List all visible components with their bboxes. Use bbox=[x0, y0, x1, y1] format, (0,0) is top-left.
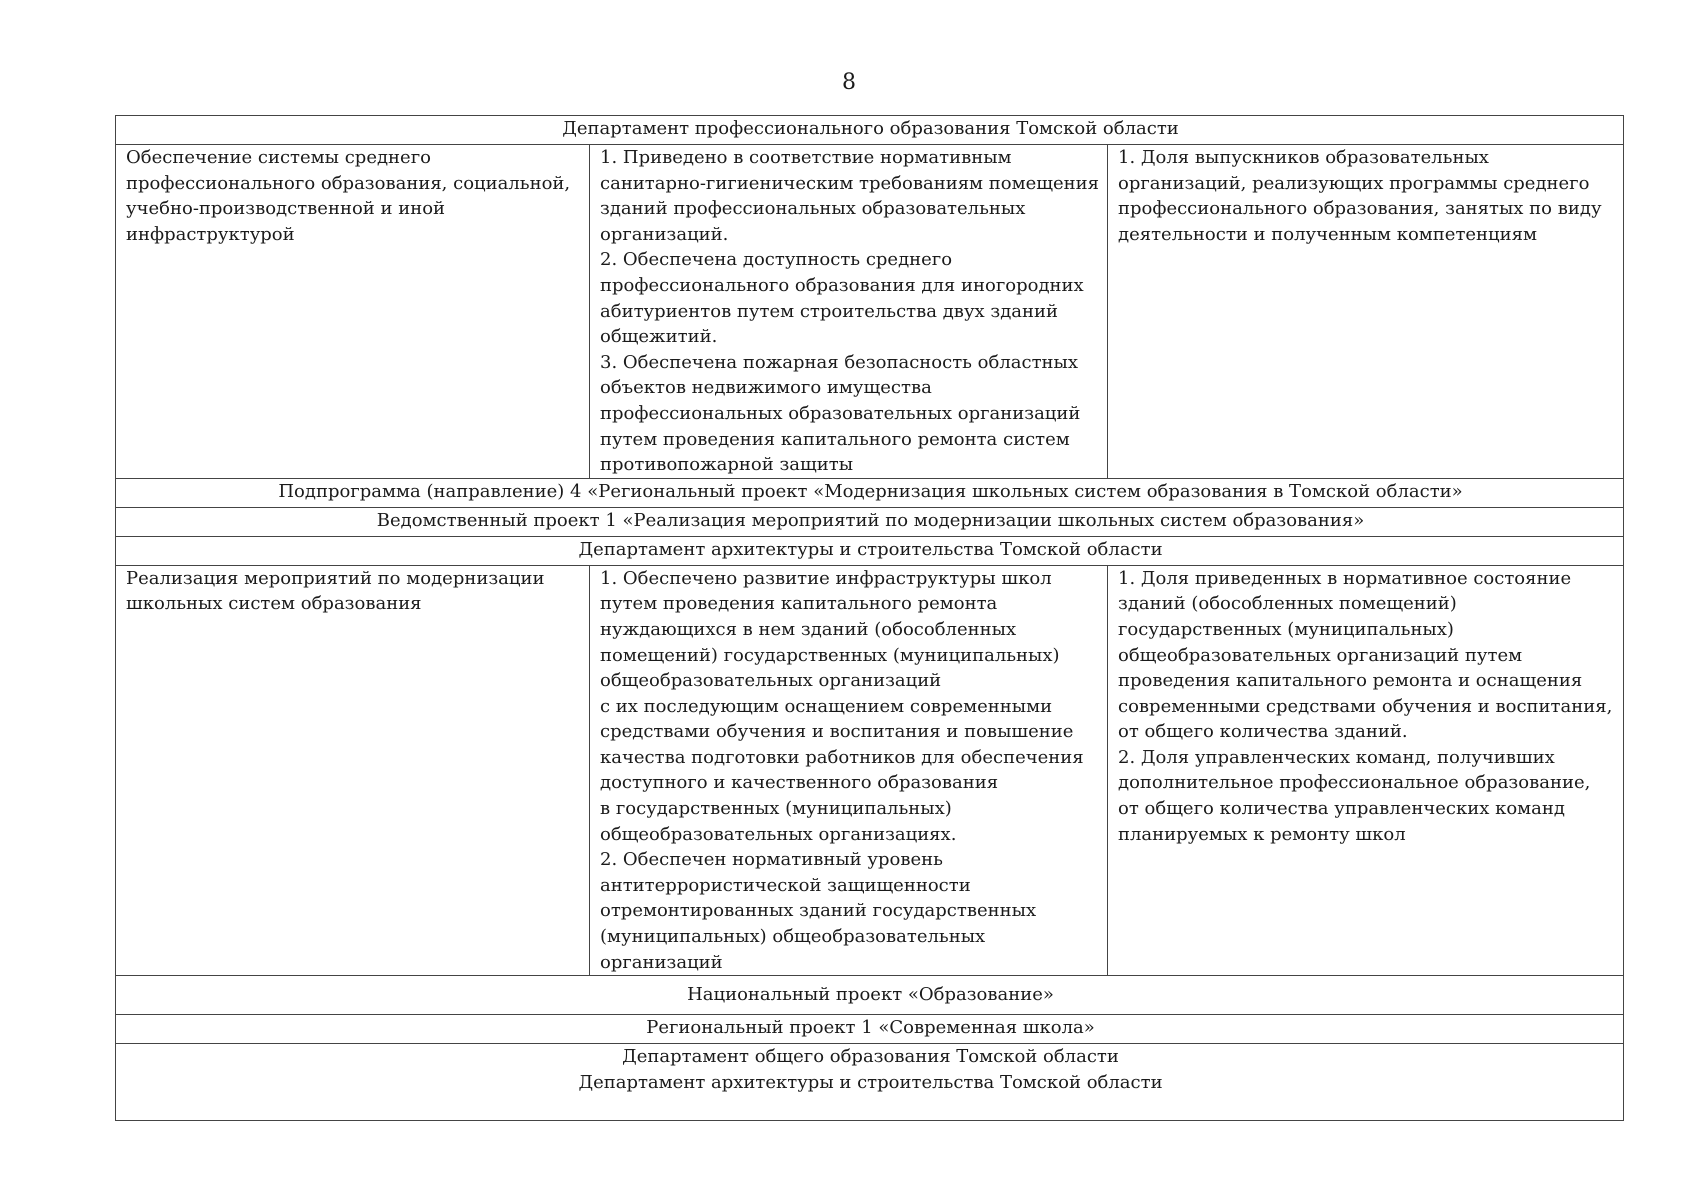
section2-header: Департамент архитектуры и строительства Томской области bbox=[116, 536, 1624, 565]
section1-header: Департамент профессионального образования Томской области bbox=[116, 116, 1624, 145]
table-row bbox=[116, 536, 1624, 565]
table-row bbox=[116, 507, 1624, 536]
regional-project-title: Региональный проект 1 «Современная школа» bbox=[116, 1015, 1624, 1044]
section2-task-cell bbox=[116, 565, 590, 976]
section2-indicator-2: 2. Доля управленческих команд, получивших дополнительное профессиональное образование, от общего количества управленческих команд планируемых к ремонту школ bbox=[1118, 746, 1591, 845]
section2-indicator-1: 1. Доля приведенных в нормативное состояние зданий (обособленных помещений) государственных (муниципальных) общеобразовательных организаций путем проведения капитального ремонта и оснащения современными средствами обучения и воспитания, от общего количества зданий. bbox=[1118, 567, 1613, 743]
table-row bbox=[116, 976, 1624, 1015]
table-row bbox=[116, 1044, 1624, 1121]
departmental-project-title: Ведомственный проект 1 «Реализация мероприятий по модернизации школьных систем образования» bbox=[116, 507, 1624, 536]
section1-indicators-cell bbox=[1108, 145, 1624, 479]
section1-task: Обеспечение системы среднего профессионального образования, социальной, учебно-производственной и иной инфраструктурой bbox=[126, 147, 571, 245]
section1-result-3: 3. Обеспечена пожарная безопасность областных объектов недвижимого имущества профессиональных образовательных организаций путем проведения капитального ремонта систем противопожарной защиты bbox=[600, 351, 1081, 476]
section1-indicator-1: 1. Доля выпускников образовательных организаций, реализующих программы среднего профессионального образования, занятых по виду деятельности и полученным компетенциям bbox=[1118, 147, 1602, 245]
section2-task: Реализация мероприятий по модернизации школьных систем образования bbox=[126, 567, 545, 615]
section2-indicators-cell bbox=[1108, 565, 1624, 976]
section2-results-cell bbox=[590, 565, 1108, 976]
table-row bbox=[116, 145, 1624, 479]
page-number: 8 bbox=[842, 70, 856, 95]
subprogram-title: Подпрограмма (направление) 4 «Региональный проект «Модернизация школьных систем образования в Томской области» bbox=[116, 478, 1624, 507]
table-row bbox=[116, 565, 1624, 976]
section1-task-cell bbox=[116, 145, 590, 479]
table-row bbox=[116, 1015, 1624, 1044]
section2-result-1-cont: с их последующим оснащением современными средствами обучения и воспитания и повышение качества подготовки работников для обеспечения доступного и качественного образования bbox=[600, 695, 1084, 794]
table-row bbox=[116, 478, 1624, 507]
national-project-title: Национальный проект «Образование» bbox=[116, 976, 1624, 1015]
final-departments-cell bbox=[116, 1044, 1624, 1121]
final-department-1: Департамент общего образования Томской области bbox=[622, 1046, 1119, 1068]
section1-results-cell bbox=[590, 145, 1108, 479]
section2-result-1-end: в государственных (муниципальных) общеобразовательных организациях. bbox=[600, 798, 957, 845]
section1-result-2: 2. Обеспечена доступность среднего профессионального образования для иногородних абитуриентов путем строительства двух зданий общежитий. bbox=[600, 249, 1084, 348]
final-department-2: Департамент архитектуры и строительства Томской области bbox=[578, 1071, 1163, 1093]
program-table bbox=[115, 115, 1624, 1121]
section1-result-1: 1. Приведено в соответствие нормативным санитарно-гигиеническим требованиям помещения зданий профессиональных образовательных организаций. bbox=[600, 147, 1100, 245]
section2-result-2: 2. Обеспечен нормативный уровень антитеррористической защищенности отремонтированных зданий государственных (муниципальных) общеобразовательных организаций bbox=[600, 849, 1037, 973]
table-row bbox=[116, 116, 1624, 145]
section2-result-1: 1. Обеспечено развитие инфраструктуры школ путем проведения капитального ремонта нуждающихся в нем зданий (обособленных помещений) государственных (муниципальных) общеобразовательных организаций bbox=[600, 567, 1060, 692]
